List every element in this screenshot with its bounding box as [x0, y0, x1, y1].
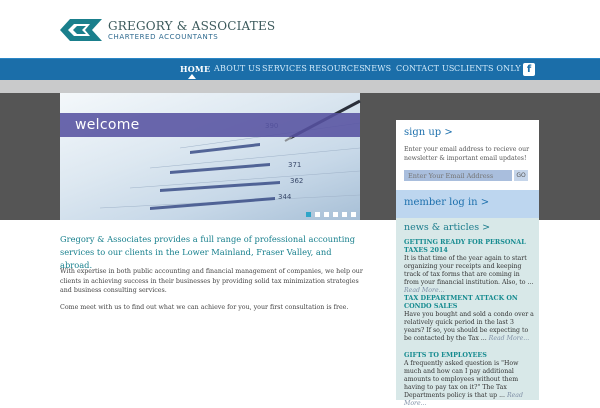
site-header [0, 0, 600, 58]
hero-caption-bar [60, 113, 360, 137]
member-login-panel[interactable] [396, 190, 539, 218]
email-input[interactable] [404, 170, 512, 181]
logo-subtitle: CHARTERED ACCOUNTANTS [108, 33, 219, 41]
news-panel [396, 218, 539, 407]
logo-name[interactable]: GREGORY & ASSOCIATES [108, 19, 276, 33]
slider-dot[interactable] [351, 212, 356, 217]
read-more-link[interactable]: Read More... [404, 392, 523, 407]
news-title[interactable]: news & articles > [404, 222, 491, 233]
news-excerpt: It is that time of the year again to start organizing your receipts and keeping track of tax forms that are coming in from your financial institution. Also, to ... [404, 255, 534, 286]
main-nav [0, 58, 600, 80]
news-excerpt: A frequently asked question is "How much and how can I pay additional amounts to employees without them having to pay tax on it?" The Tax Departments policy is that up ... [404, 360, 519, 399]
news-item [404, 238, 534, 295]
signup-panel [396, 120, 539, 190]
gw-logo-icon[interactable] [60, 19, 102, 41]
news-item [404, 351, 534, 408]
nav-about-us[interactable]: ABOUT US [214, 64, 261, 73]
nav-resources[interactable]: RESOURCES [309, 64, 365, 73]
divider-band [0, 80, 600, 93]
news-excerpt: Have you bought and sold a condo over a relatively quick period in the last 3 years? If so, you should be expecting to be contacted by the Tax ... [404, 311, 534, 342]
news-body [404, 311, 534, 343]
slider-dot[interactable] [306, 212, 311, 217]
hero-number: 371 [288, 161, 302, 169]
facebook-icon[interactable]: f [523, 63, 535, 76]
slider-dot[interactable] [342, 212, 347, 217]
nav-services[interactable]: SERVICES [262, 64, 308, 73]
news-heading[interactable]: TAX DEPARTMENT ATTACK ON CONDO SALES [404, 294, 518, 310]
slider-dot[interactable] [324, 212, 329, 217]
signup-description: Enter your email address to recieve our newsletter & important email updates! [404, 146, 530, 162]
go-button[interactable]: GO [514, 170, 528, 181]
slider-dot[interactable] [333, 212, 338, 217]
slider-dot[interactable] [315, 212, 320, 217]
body-paragraph: Come meet with us to find out what we can achieve for you, your first consultation is free. [60, 304, 349, 311]
intro-text: Gregory & Associates provides a full range of professional accounting services to our clients in the Lower Mainland, Fraser Valley, and abroad. [60, 234, 356, 270]
news-body [404, 360, 534, 408]
news-item [404, 294, 534, 343]
nav-contact-us[interactable]: CONTACT US [396, 64, 455, 73]
nav-news[interactable]: NEWS [364, 64, 392, 73]
hero-slider[interactable] [60, 93, 360, 220]
signup-title[interactable]: sign up > [404, 127, 453, 138]
body-paragraph: With expertise in both public accounting and financial management of companies, we help our clients in achieving success in their businesses by providing solid tax minimization strategies and business consulting services. [60, 268, 363, 294]
hero-number: 362 [290, 177, 304, 185]
hero-number: 344 [278, 193, 292, 201]
hero-title: welcome [75, 117, 140, 133]
active-nav-indicator [188, 74, 196, 79]
news-heading[interactable]: GETTING READY FOR PERSONAL TAXES 2014 [404, 238, 526, 254]
member-login-link[interactable]: member log in > [404, 197, 490, 208]
read-more-link[interactable]: Read More... [488, 335, 530, 342]
read-more-link[interactable]: Read More... [404, 287, 445, 294]
news-heading[interactable]: GIFTS TO EMPLOYEES [404, 351, 487, 359]
news-body [404, 255, 534, 295]
nav-clients-only[interactable]: CLIENTS ONLY [454, 64, 521, 73]
nav-home[interactable]: HOME [180, 64, 211, 74]
